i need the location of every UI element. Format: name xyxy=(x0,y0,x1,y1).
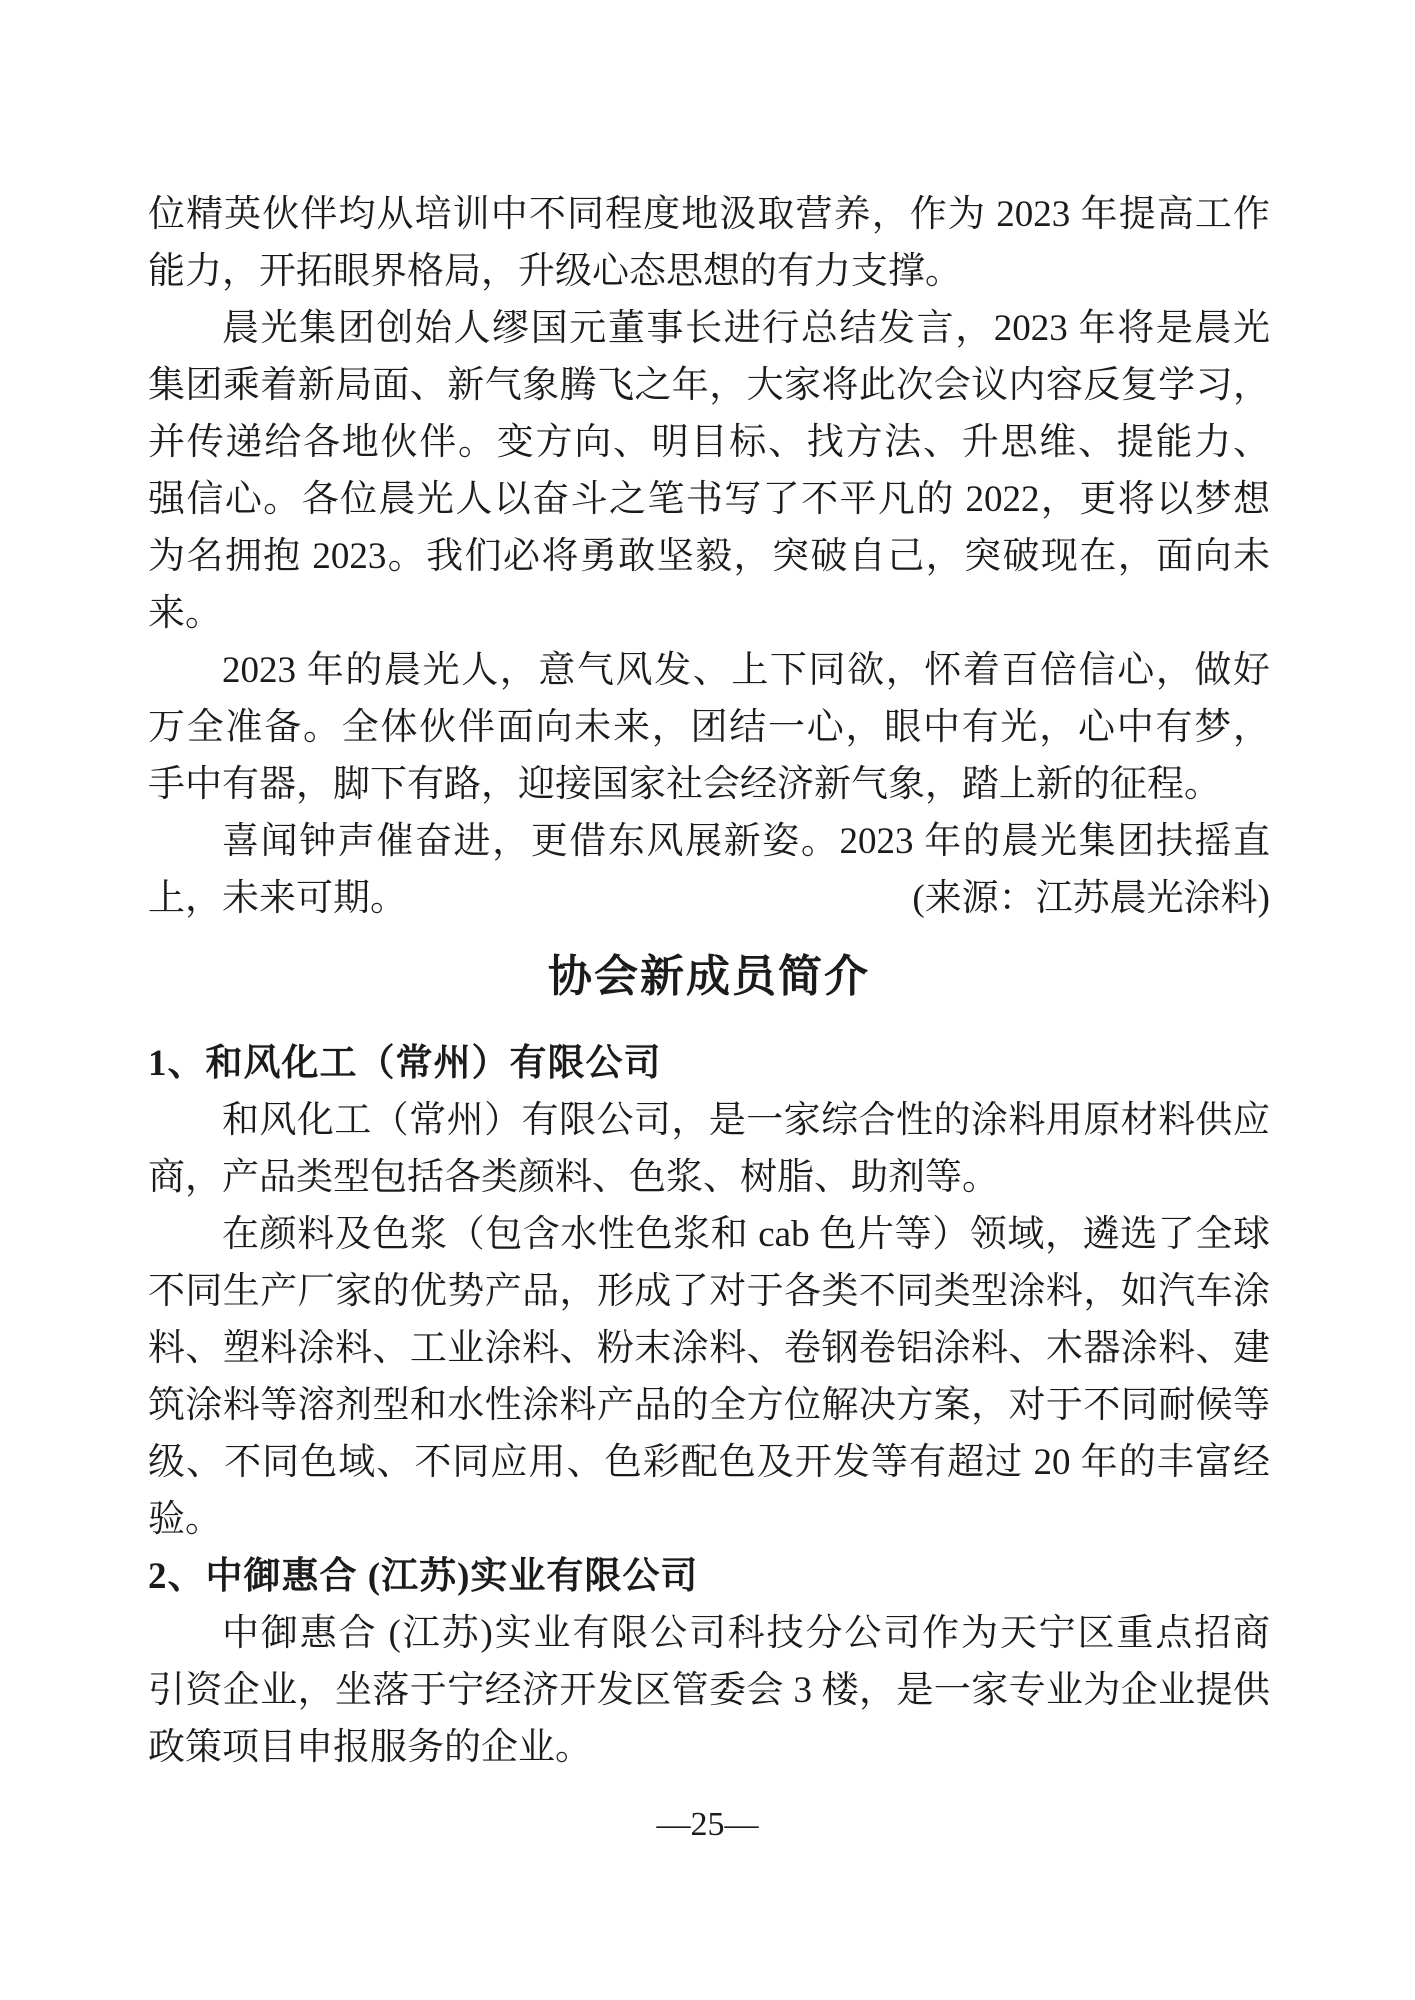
closing-text: 上，未来可期。 xyxy=(148,878,407,919)
text-line: 为名拥抱 2023。我们必将勇敢坚毅，突破自己，突破现在，面向未 xyxy=(148,536,1270,577)
text-line: 政策项目申报服务的企业。 xyxy=(148,1727,592,1768)
text-line: 2023 年的晨光人，意气风发、上下同欲，怀着百倍信心，做好 xyxy=(222,650,1270,691)
member-1-intro-paragraph xyxy=(148,1092,1270,1206)
text-line: 和风化工（常州）有限公司，是一家综合性的涂料用原材料供应 xyxy=(222,1100,1270,1141)
text-line: 料、塑料涂料、工业涂料、粉末涂料、卷钢卷铝涂料、木器涂料、建 xyxy=(148,1328,1270,1369)
member-2-section xyxy=(148,1548,1270,1776)
member-2-intro-paragraph xyxy=(148,1605,1270,1776)
text-line: 来。 xyxy=(148,593,222,634)
text-line: 集团乘着新局面、新气象腾飞之年，大家将此次会议内容反复学习， xyxy=(148,365,1270,406)
member-1-section xyxy=(148,1035,1270,1548)
text-line: 能力，开拓眼界格局，升级心态思想的有力支撑。 xyxy=(148,251,962,292)
text-line-with-source xyxy=(148,870,1270,927)
paragraph-closing xyxy=(148,813,1270,927)
member-1-title: 1、和风化工（常州）有限公司 xyxy=(148,1043,662,1084)
text-line: 强信心。各位晨光人以奋斗之笔书写了不平凡的 2022，更将以梦想 xyxy=(148,479,1270,520)
text-line: 筑涂料等溶剂型和水性涂料产品的全方位解决方案，对于不同耐候等 xyxy=(148,1385,1270,1426)
paragraph-continuation xyxy=(148,186,1270,300)
text-line: 晨光集团创始人缪国元董事长进行总结发言，2023 年将是晨光 xyxy=(222,308,1270,349)
section-heading: 协会新成员简介 xyxy=(548,952,870,1001)
paragraph-outlook xyxy=(148,642,1270,813)
member-1-detail-paragraph xyxy=(148,1206,1270,1548)
text-line: 在颜料及色浆（包含水性色浆和 cab 色片等）领域，遴选了全球 xyxy=(222,1214,1270,1255)
text-line: 商，产品类型包括各类颜料、色浆、树脂、助剂等。 xyxy=(148,1157,999,1198)
text-line: 验。 xyxy=(148,1499,222,1540)
page-content xyxy=(148,186,1270,1776)
text-line: 喜闻钟声催奋进，更借东风展新姿。2023 年的晨光集团扶摇直 xyxy=(222,821,1270,862)
text-line: 手中有器，脚下有路，迎接国家社会经济新气象，踏上新的征程。 xyxy=(148,764,1221,805)
text-line: 不同生产厂家的优势产品，形成了对于各类不同类型涂料，如汽车涂 xyxy=(148,1271,1270,1312)
text-line: 级、不同色域、不同应用、色彩配色及开发等有超过 20 年的丰富经 xyxy=(148,1442,1270,1483)
source-attribution: (来源：江苏晨光涂料) xyxy=(912,878,1270,919)
text-line: 并传递给各地伙伴。变方向、明目标、找方法、升思维、提能力、 xyxy=(148,422,1270,463)
text-line: 万全准备。全体伙伴面向未来，团结一心，眼中有光，心中有梦， xyxy=(148,707,1270,748)
text-line: 中御惠合 (江苏)实业有限公司科技分公司作为天宁区重点招商 xyxy=(222,1613,1270,1654)
paragraph-chairman-summary xyxy=(148,300,1270,642)
text-line: 位精英伙伴均从培训中不同程度地汲取营养，作为 2023 年提高工作 xyxy=(148,194,1270,235)
text-line: 引资企业，坐落于宁经济开发区管委会 3 楼，是一家专业为企业提供 xyxy=(148,1670,1270,1711)
member-2-title: 2、中御惠合 (江苏)实业有限公司 xyxy=(148,1556,699,1597)
page-number: —25— xyxy=(656,1806,759,1843)
